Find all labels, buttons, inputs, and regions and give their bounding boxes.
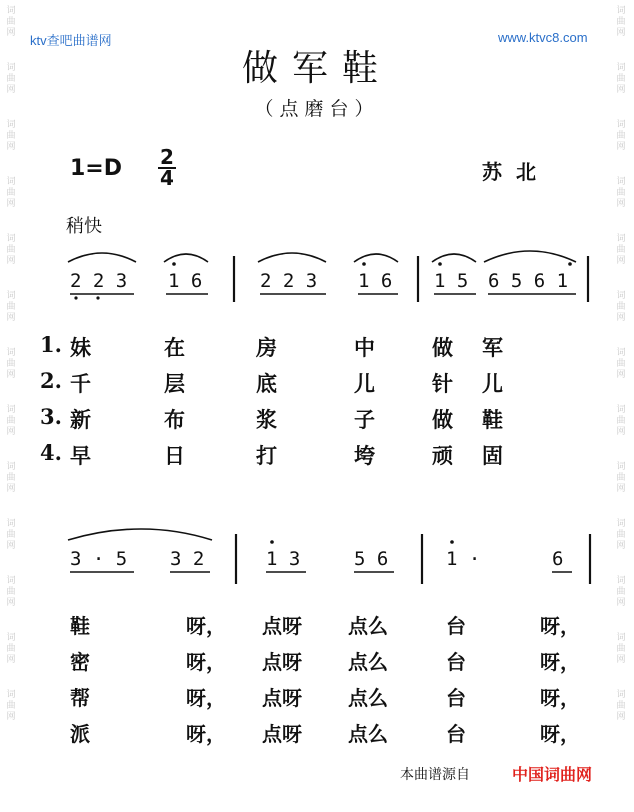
time-top: 2: [160, 145, 174, 169]
lyric-word: 布: [164, 407, 185, 432]
watermark-text: 词曲网: [6, 234, 16, 266]
watermark-text: 词曲网: [6, 348, 16, 380]
watermark-text: 词曲网: [616, 690, 626, 722]
lyric-word: 鞋: [70, 614, 90, 638]
lyric-word: 固: [482, 443, 503, 468]
lyric-word: 鞋: [482, 407, 503, 432]
lyric-word: 点么: [348, 650, 388, 674]
lyric-word: 浆: [256, 407, 277, 432]
note-group: 5 6: [354, 548, 389, 570]
slur-mark: [354, 254, 398, 262]
lyric-word: 层: [164, 371, 185, 396]
watermark-text: 词曲网: [6, 462, 16, 494]
lyric-word: 打: [256, 443, 277, 468]
lyric-word: 点呀: [262, 722, 302, 746]
lyric-word: 子: [354, 407, 375, 432]
watermark-text: 词曲网: [6, 576, 16, 608]
note-group: 6: [552, 548, 564, 570]
lyric-word: 呀，: [540, 614, 580, 638]
lyric-word: 密: [70, 650, 90, 674]
octave-dot: [74, 296, 77, 299]
lyric-word: 台: [446, 650, 466, 674]
octave-dot: [438, 262, 442, 266]
watermark-text: 词曲网: [6, 177, 16, 209]
watermark-text: 词曲网: [616, 633, 626, 665]
lyric-word: 千: [70, 371, 91, 396]
lyric-word: 儿: [482, 371, 503, 396]
watermark-text: 词曲网: [6, 291, 16, 323]
song-subtitle: （点磨台）: [254, 98, 380, 120]
watermark-text: 词曲网: [616, 291, 626, 323]
verse-number: 1.: [40, 332, 62, 357]
octave-dot: [172, 262, 176, 266]
watermark-text: 词曲网: [616, 348, 626, 380]
watermark-text: 词曲网: [6, 519, 16, 551]
note-group: 1 6: [358, 270, 393, 292]
lyric-word: 垮: [354, 443, 375, 468]
lyric-word: 顽: [432, 443, 453, 468]
lyric-word: 儿: [354, 371, 375, 396]
lyric-word: 点呀: [262, 614, 302, 638]
watermark-text: 词曲网: [6, 690, 16, 722]
verse-number: 4.: [40, 440, 62, 465]
lyric-word: 呀，: [540, 686, 580, 710]
lyric-word: 点么: [348, 686, 388, 710]
watermark-text: 词曲网: [616, 234, 626, 266]
slur-mark: [258, 253, 326, 262]
lyric-word: 做: [432, 335, 453, 360]
lyric-word: 房: [256, 335, 277, 360]
octave-dot: [96, 296, 99, 299]
watermark-text: 词曲网: [6, 63, 16, 95]
slur-mark: [68, 253, 136, 262]
octave-dot: [450, 540, 454, 544]
site-url-right[interactable]: www.ktvc8.com: [498, 30, 588, 45]
note-group: 6 5 6 1: [488, 270, 569, 292]
slur-mark: [432, 254, 476, 262]
watermark-text: 词曲网: [6, 6, 16, 38]
note-group: 2 2 3: [70, 270, 128, 292]
lyric-word: 在: [164, 335, 185, 360]
watermark-text: 词曲网: [6, 120, 16, 152]
slur-mark: [68, 529, 212, 540]
lyric-word: 呀，: [186, 686, 226, 710]
tempo-marking: 稍快: [66, 216, 102, 237]
lyric-word: 帮: [70, 686, 90, 710]
note-group: 2 2 3: [260, 270, 318, 292]
lyric-word: 台: [446, 722, 466, 746]
lyric-word: 呀，: [186, 722, 226, 746]
watermark-text: 词曲网: [616, 576, 626, 608]
slur-mark: [164, 254, 208, 262]
verse-number: 2.: [40, 368, 62, 393]
note-group: 1 6: [168, 270, 203, 292]
lyric-word: 派: [70, 722, 90, 746]
lyric-word: 台: [446, 686, 466, 710]
lyric-word: 妹: [70, 335, 91, 360]
lyric-word: 点呀: [262, 650, 302, 674]
lyric-word: 点呀: [262, 686, 302, 710]
note-group: 1 5: [434, 270, 469, 292]
lyric-word: 呀，: [186, 650, 226, 674]
song-title: 做军鞋: [241, 48, 392, 89]
note-group: 1 3: [266, 548, 301, 570]
octave-dot: [270, 540, 274, 544]
watermark-text: 词曲网: [6, 405, 16, 437]
lyric-word: 新: [70, 407, 91, 432]
note-group: 1 ·: [446, 548, 481, 570]
watermark-text: 词曲网: [616, 177, 626, 209]
slur-mark: [484, 251, 576, 262]
watermark-text: 词曲网: [616, 405, 626, 437]
lyric-word: 做: [432, 407, 453, 432]
note-group: 3 2: [170, 548, 205, 570]
watermark-text: 词曲网: [616, 63, 626, 95]
lyric-word: 针: [432, 371, 453, 396]
octave-dot: [568, 262, 572, 266]
lyric-word: 日: [164, 443, 185, 468]
note-group: 3 · 5: [70, 548, 128, 570]
lyric-word: 点么: [348, 614, 388, 638]
key-signature: 1=D: [70, 156, 123, 181]
octave-dot: [362, 262, 366, 266]
time-bottom: 4: [160, 166, 174, 190]
lyric-word: 军: [482, 335, 503, 360]
lyric-word: 呀，: [540, 722, 580, 746]
site-name-left[interactable]: ktv查吧曲谱网: [30, 33, 112, 48]
lyric-word: 台: [446, 614, 466, 638]
footer-source: 本曲谱源自: [400, 767, 470, 783]
watermark-text: 词曲网: [616, 6, 626, 38]
lyric-word: 呀，: [186, 614, 226, 638]
lyric-word: 早: [70, 443, 91, 468]
lyric-word: 呀，: [540, 650, 580, 674]
verse-number: 3.: [40, 404, 62, 429]
watermark-text: 词曲网: [616, 519, 626, 551]
watermark-text: 词曲网: [6, 633, 16, 665]
footer-brand-link[interactable]: 中国词曲网: [512, 765, 593, 784]
lyric-word: 底: [256, 371, 277, 396]
song-origin: 苏北: [482, 160, 550, 184]
watermark-text: 词曲网: [616, 120, 626, 152]
lyric-word: 中: [354, 335, 375, 360]
watermark-text: 词曲网: [616, 462, 626, 494]
lyric-word: 点么: [348, 722, 388, 746]
